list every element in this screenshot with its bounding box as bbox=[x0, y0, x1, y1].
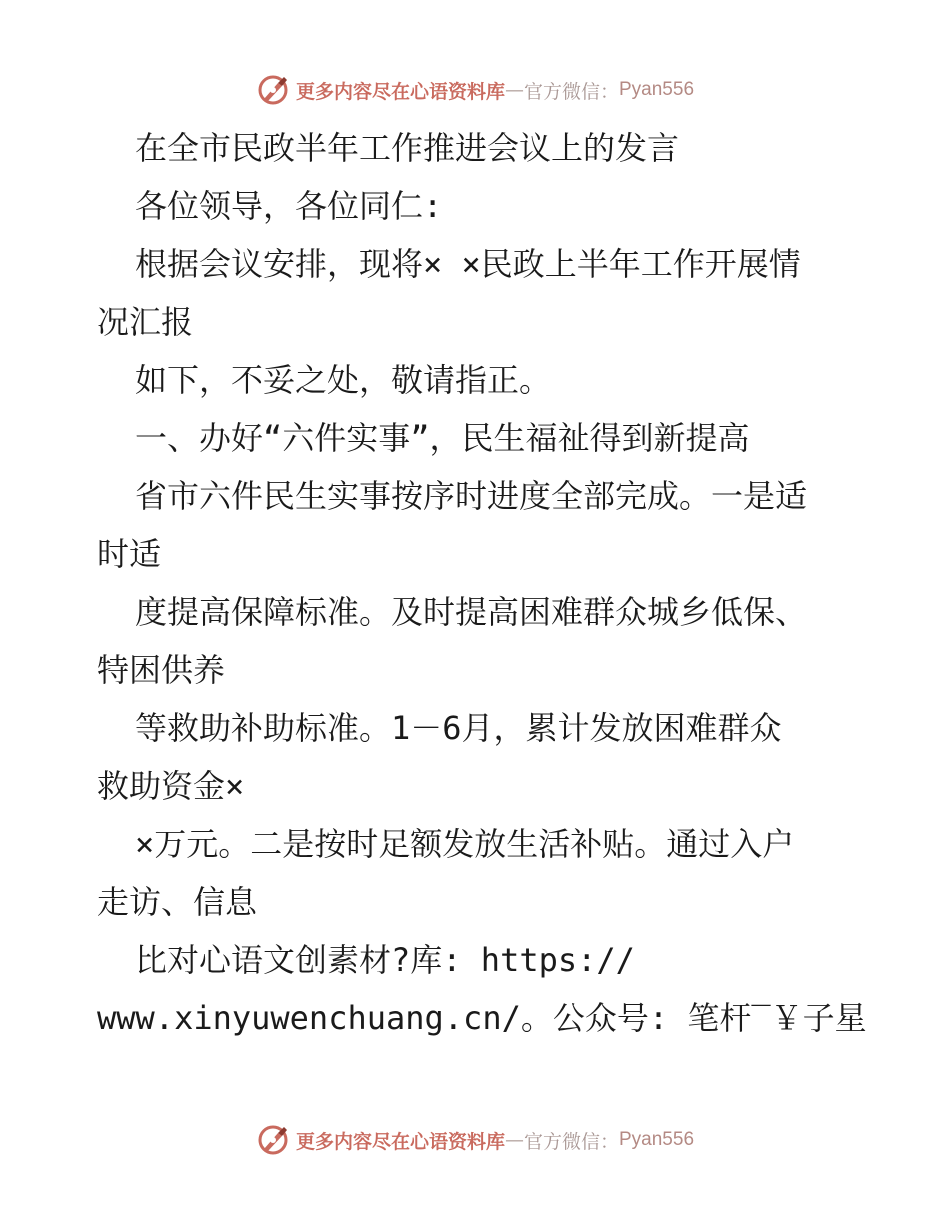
paragraph-line: 等救助补助标准。1－6月，累计发放困难群众 bbox=[135, 709, 782, 747]
banner-sub-text: 官方微信： bbox=[523, 80, 619, 103]
paragraph-line: 救助资金× bbox=[97, 767, 245, 805]
paragraph-line: 时适 bbox=[97, 535, 162, 573]
salutation: 各位领导，各位同仁: bbox=[135, 187, 443, 225]
paragraph-line: 度提高保障标准。及时提高困难群众城乡低保、 bbox=[135, 593, 808, 631]
paragraph-line: ×万元。二是按时足额发放生活补贴。通过入户 bbox=[135, 825, 795, 863]
header-watermark-banner bbox=[0, 70, 950, 110]
paragraph-line: 况汇报 bbox=[97, 303, 194, 341]
section-heading: 一、办好“六件实事”，民生福祉得到新提高 bbox=[135, 419, 750, 457]
paragraph-line: 省市六件民生实事按序时进度全部完成。一是适 bbox=[135, 477, 808, 515]
paragraph-line: 特困供养 bbox=[97, 651, 226, 689]
paragraph-line: 走访、信息 bbox=[97, 883, 258, 921]
paragraph-line: 比对心语文创素材?库: https:// bbox=[135, 941, 635, 979]
pen-logo-icon bbox=[256, 1123, 290, 1157]
banner-sub-text: 官方微信： bbox=[523, 1130, 619, 1153]
banner-main-text: 更多内容尽在心语资料库 bbox=[295, 80, 505, 103]
banner-dash: — bbox=[504, 1129, 524, 1151]
document-title: 在全市民政半年工作推进会议上的发言 bbox=[135, 129, 680, 167]
paragraph-line: 根据会议安排，现将× ×民政上半年工作开展情 bbox=[135, 245, 801, 283]
banner-dash: — bbox=[504, 79, 524, 101]
pen-logo-icon bbox=[256, 73, 290, 107]
footer-watermark-banner bbox=[0, 1120, 950, 1160]
banner-main-text: 更多内容尽在心语资料库 bbox=[295, 1130, 505, 1153]
banner-wechat-id: Pyan556 bbox=[619, 79, 695, 100]
paragraph-line: www.xinyuwenchuang.cn/。公众号: 笔杆‾￥子星 bbox=[97, 999, 867, 1037]
paragraph-line: 如下，不妥之处，敬请指正。 bbox=[135, 361, 552, 399]
banner-wechat-id: Pyan556 bbox=[619, 1129, 695, 1150]
